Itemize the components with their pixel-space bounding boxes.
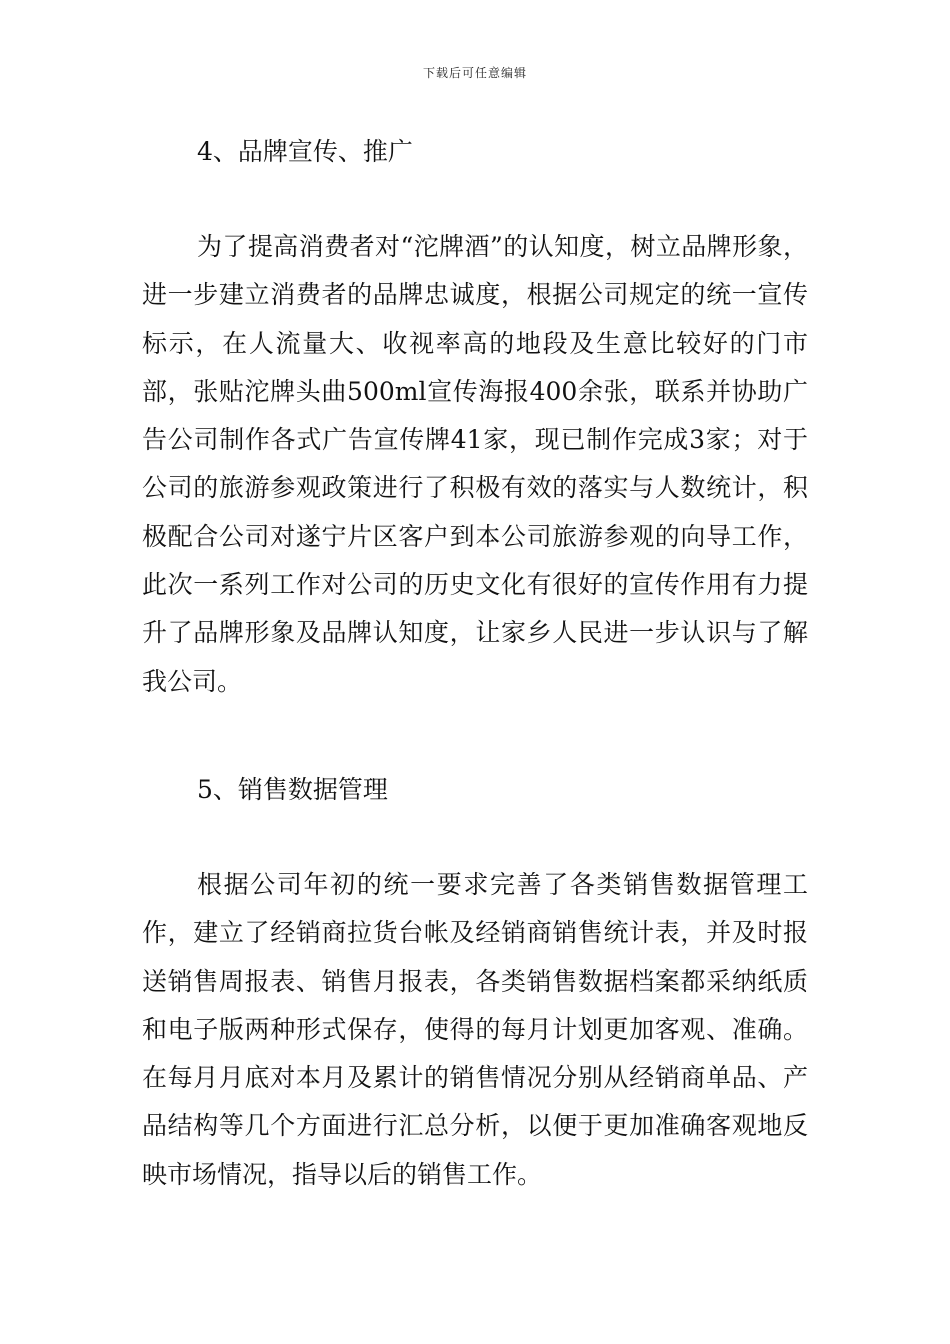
spacer [142, 814, 808, 861]
spacer [142, 706, 808, 766]
section-paragraph-sales-data: 根据公司年初的统一要求完善了各类销售数据管理工作，建立了经销商拉货台帐及经销商销售统计表，并及时报送销售周报表、销售月报表，各类销售数据档案都采纳纸质和电子版两种形式保存，使得的每月计划更加客观、准确。在每月月底对本月及累计的销售情况分别从经销商单品、产品结构等几个方面进行汇总分析，以便于更加准确客观地反映市场情况，指导以后的销售工作。 [142, 869, 808, 1189]
document-body [142, 128, 808, 1199]
spacer [142, 176, 808, 223]
section-paragraph-brand-promotion: 为了提高消费者对“沱牌酒”的认知度，树立品牌形象，进一步建立消费者的品牌忠诚度，根据公司规定的统一宣传标示，在人流量大、收视率高的地段及生意比较好的门市部，张贴沱牌头曲500ml宣传海报400余张，联系并协助广告公司制作各式广告宣传牌41家，现已制作完成3家；对于公司的旅游参观政策进行了积极有效的落实与人数统计，积极配合公司对遂宁片区客户到本公司旅游参观的向导工作，此次一系列工作对公司的历史文化有很好的宣传作用有力提升了品牌形象及品牌认知度，让家乡人民进一步认识与了解我公司。 [142, 232, 808, 696]
header-note: 下载后可任意编辑 [422, 66, 527, 80]
section-heading-brand-promotion: 4、品牌宣传、推广 [197, 137, 413, 166]
section-heading-sales-data: 5、销售数据管理 [197, 774, 388, 804]
